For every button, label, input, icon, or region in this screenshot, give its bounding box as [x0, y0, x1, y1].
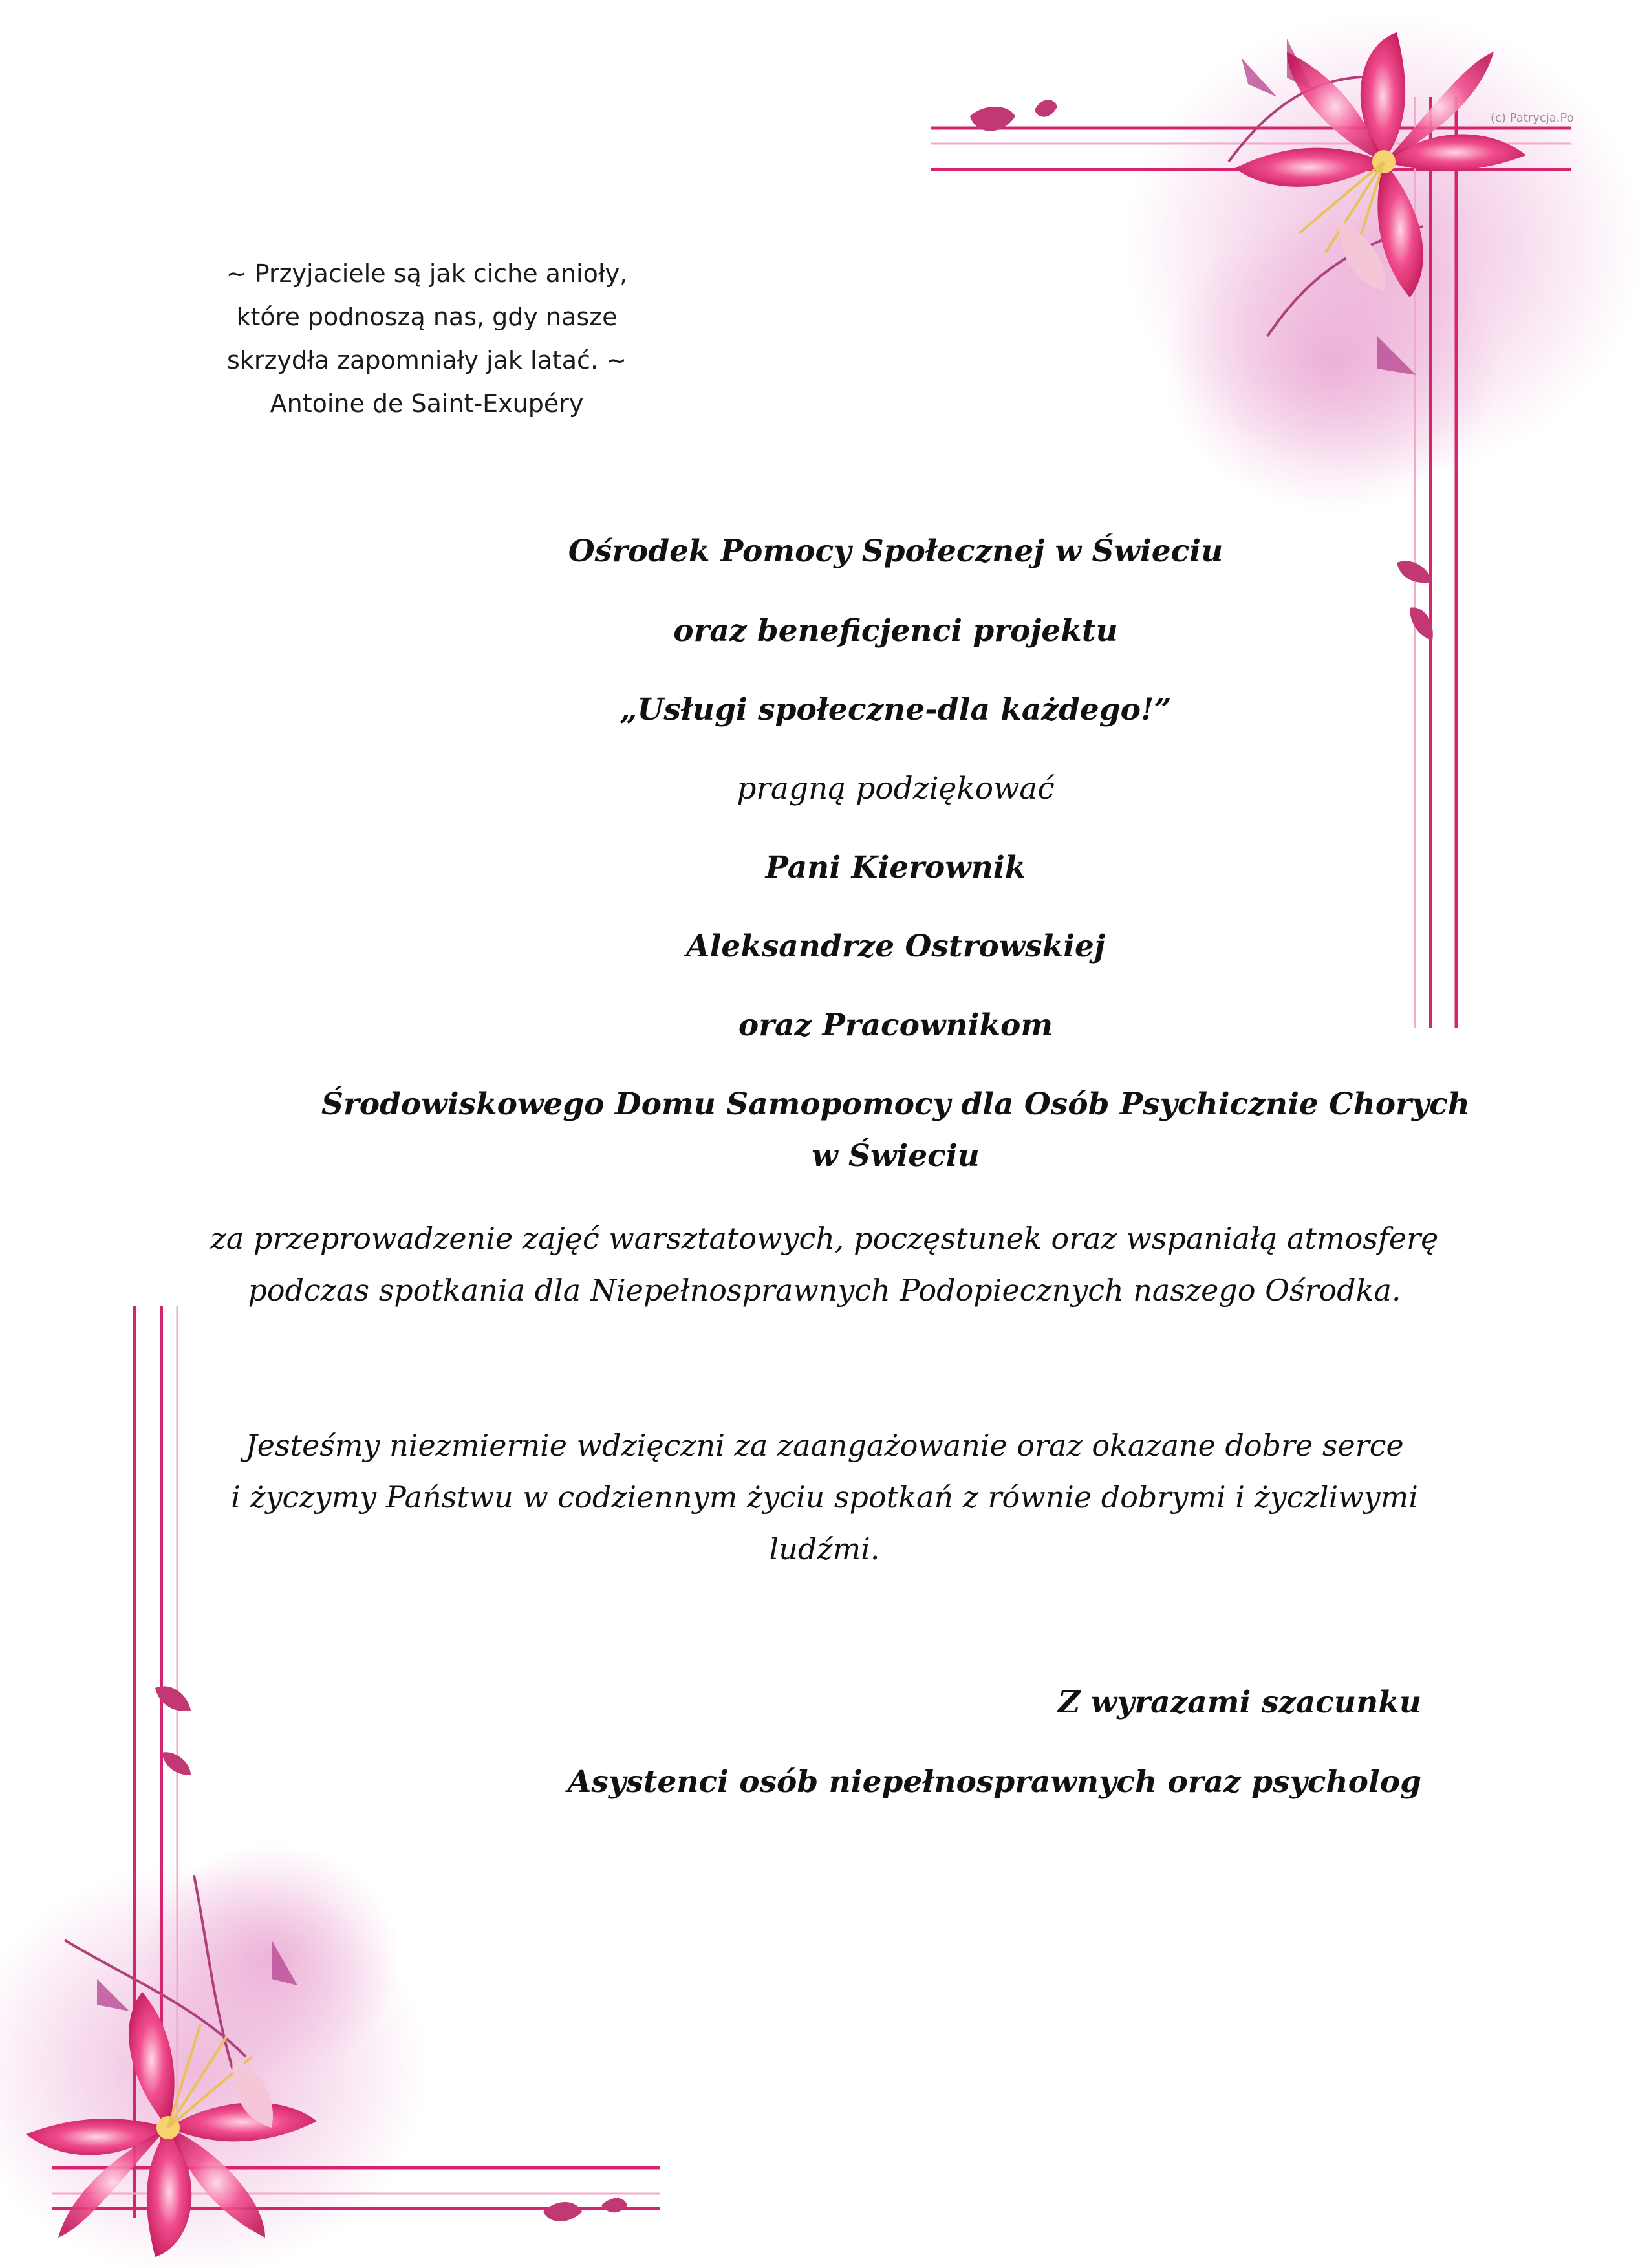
reason-paragraph	[0, 1213, 1649, 1316]
addressee-name: Aleksandrze Ostrowskiej	[686, 929, 1105, 964]
gratitude-line: Jesteśmy niezmiernie wdzięczni za zaangażowanie oraz okazane dobre serce	[245, 1428, 1404, 1463]
quote-line: skrzydła zapomniały jak latać. ~	[227, 346, 627, 374]
gratitude-paragraph	[0, 1420, 1649, 1575]
institution-name: Ośrodek Pomocy Społecznej w Świeciu	[568, 534, 1223, 569]
quote-line: ~ Przyjaciele są jak ciche anioły,	[226, 259, 628, 288]
beneficiaries-line: oraz beneficjenci projektu	[673, 613, 1118, 649]
closing-line: Z wyrazami szacunku	[1057, 1685, 1421, 1720]
gratitude-line: ludźmi.	[769, 1531, 880, 1566]
reason-line: za przeprowadzenie zajęć warsztatowych, poczęstunek oraz wspaniałą atmosferę	[210, 1221, 1439, 1256]
quote-author: Antoine de Saint-Exupéry	[270, 389, 584, 418]
project-name: „Usługi społeczne-dla każdego!”	[620, 692, 1172, 728]
quote-block	[194, 252, 660, 426]
signed-by: Asystenci osób niepełnosprawnych oraz psycholog	[567, 1764, 1421, 1800]
facility-name-line1: Środowiskowego Domu Samopomocy dla Osób Psychicznie Chorych	[321, 1086, 1470, 1122]
thank-you-line: pragną podziękować	[737, 771, 1055, 806]
addressee-title: Pani Kierownik	[765, 850, 1026, 885]
gratitude-line: i życzymy Państwu w codziennym życiu spotkań z równie dobrymi i życzliwymi	[231, 1480, 1418, 1515]
quote-line: które podnoszą nas, gdy nasze	[236, 303, 618, 331]
watermark-text: (c) Patrycja.Po	[1491, 111, 1574, 125]
reason-line: podczas spotkania dla Niepełnosprawnych Podopiecznych naszego Ośrodka.	[248, 1273, 1401, 1308]
staff-line: oraz Pracownikom	[738, 1008, 1053, 1043]
facility-name-line2: w Świeciu	[812, 1138, 980, 1174]
